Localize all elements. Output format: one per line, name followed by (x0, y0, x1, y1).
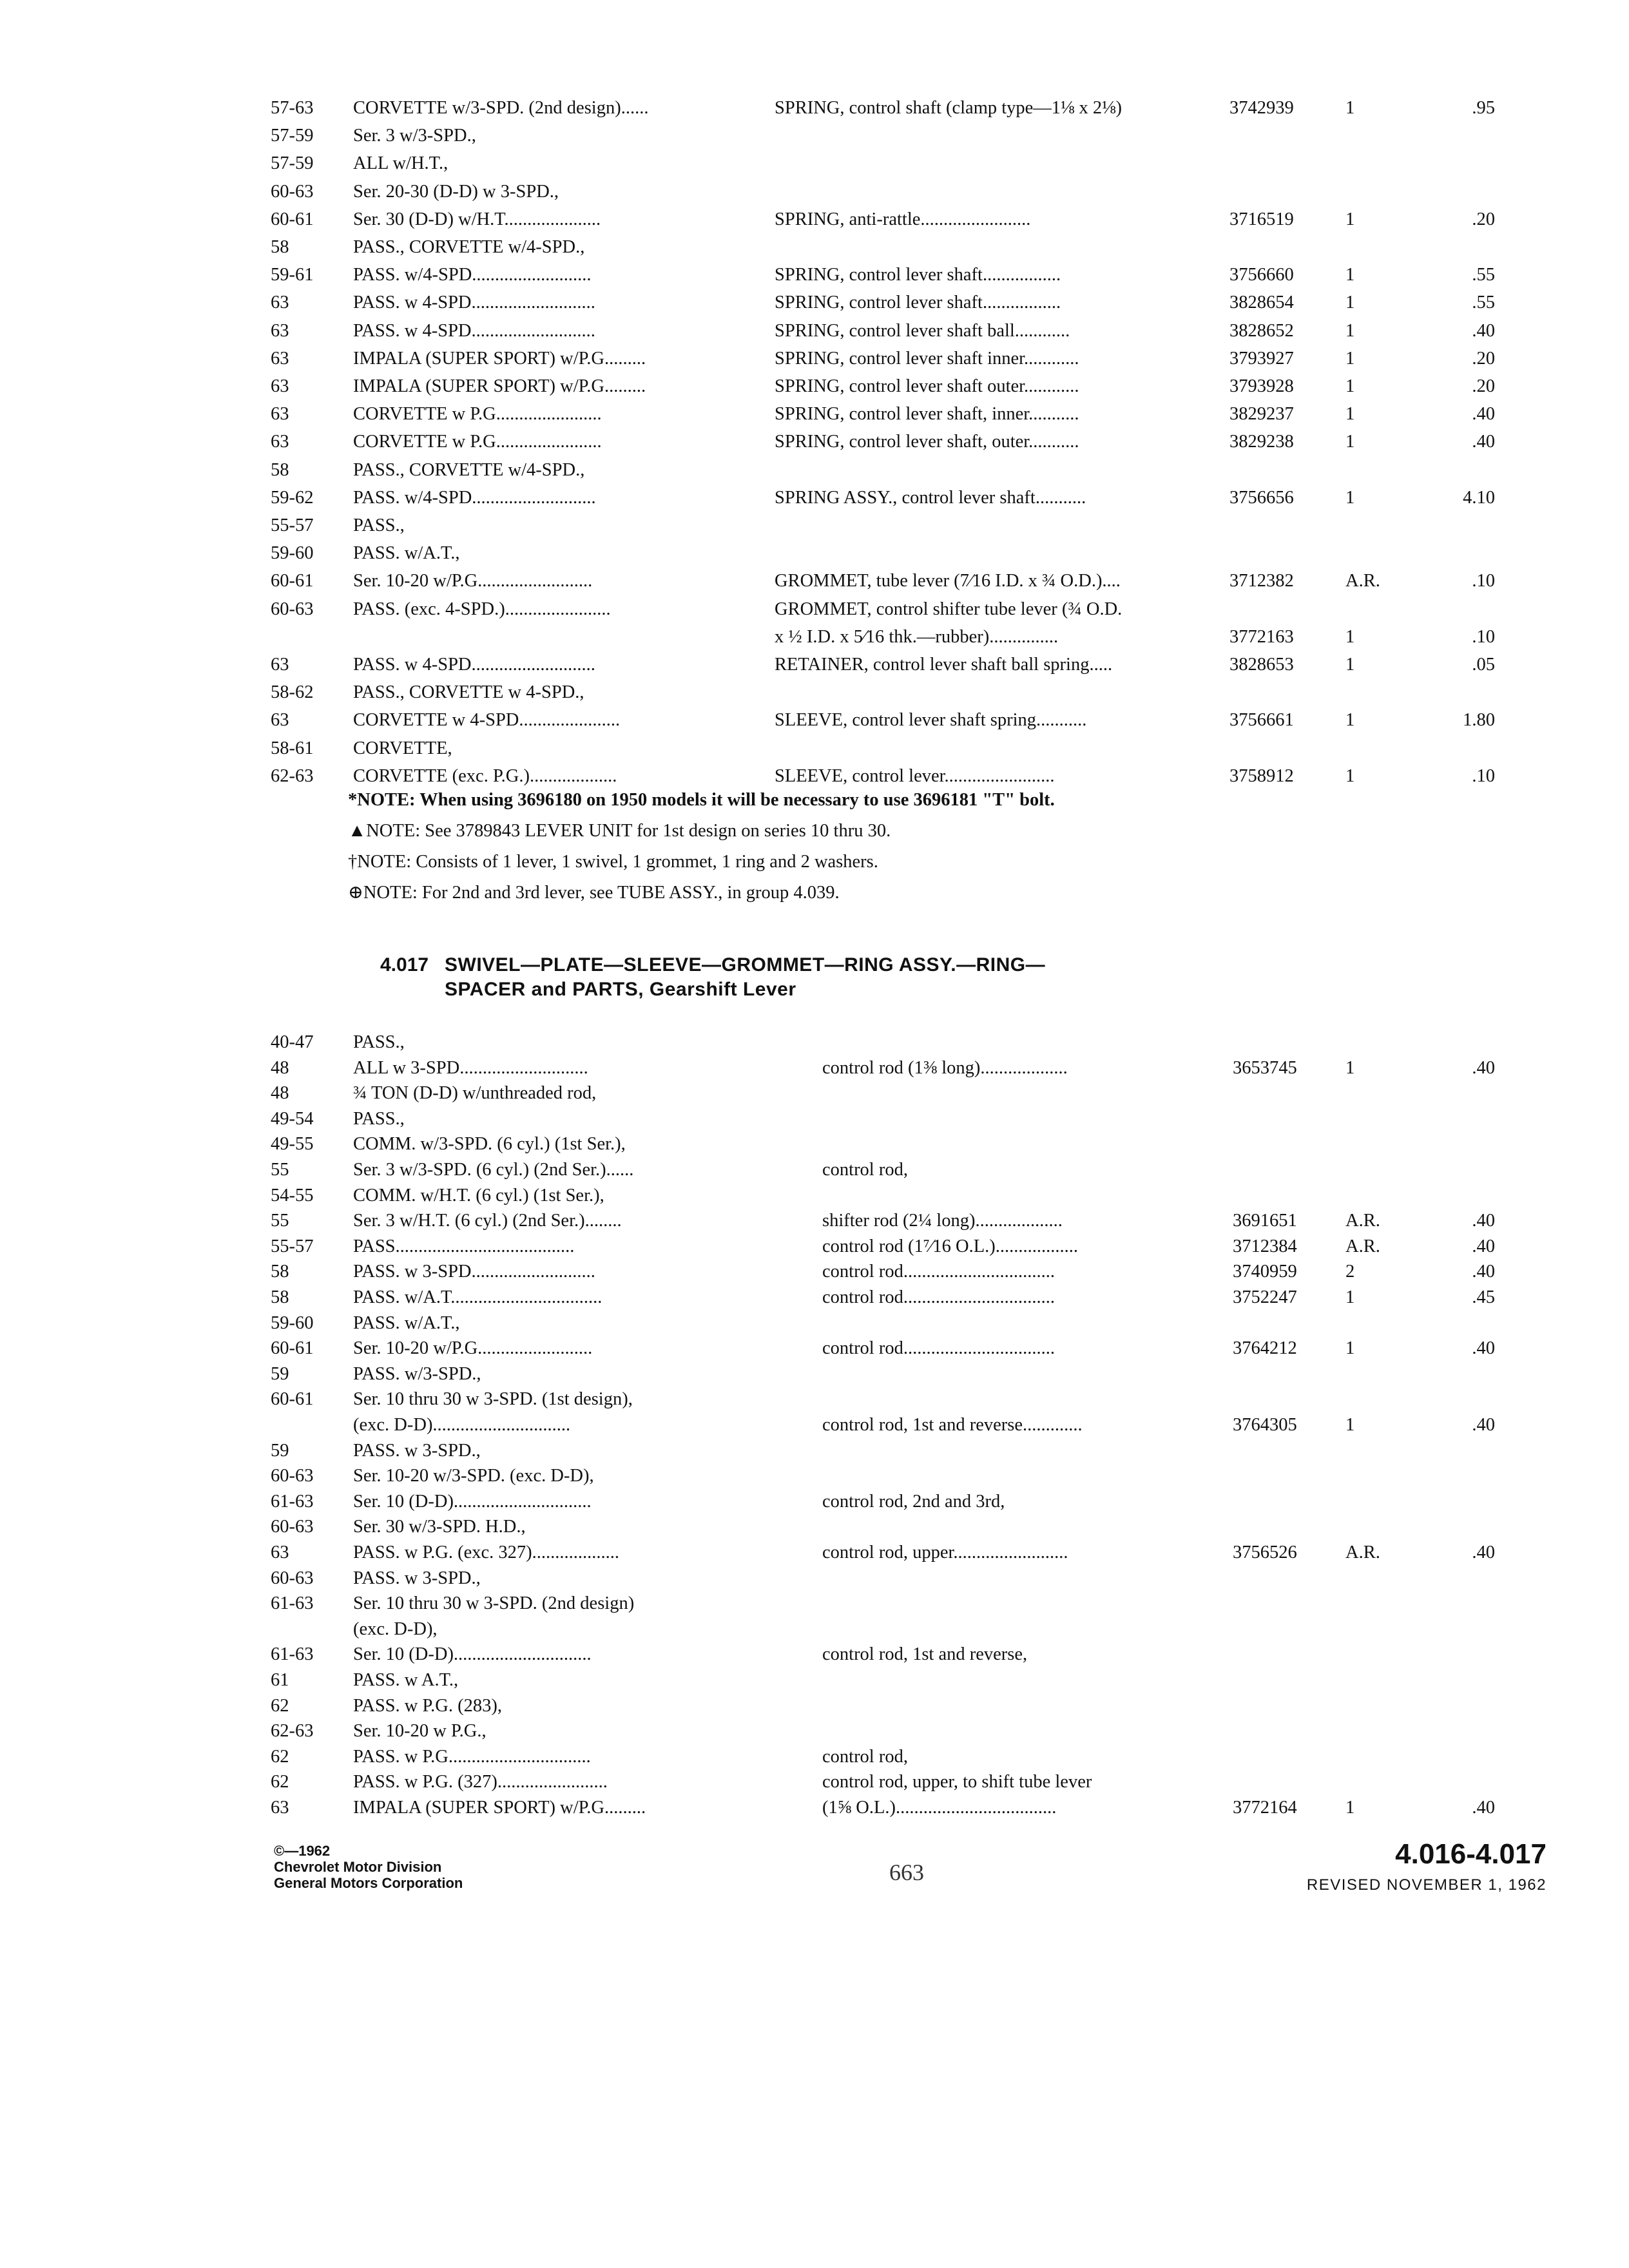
model-year: 58 (271, 1287, 289, 1307)
application: Ser. 20-30 (D-D) w 3-SPD., (353, 181, 559, 202)
price: .55 (1472, 293, 1495, 313)
part-number: 3829237 (1229, 404, 1294, 425)
application: PASS. w 4-SPD........................... (353, 293, 595, 313)
note: ▲NOTE: See 3789843 LEVER UNIT for 1st design on series 10 thru 30. (348, 821, 891, 841)
application: PASS. w 4-SPD........................... (353, 320, 595, 341)
price: .20 (1472, 209, 1495, 229)
parts-row (271, 1438, 1521, 1464)
quantity: 1 (1345, 348, 1355, 369)
model-year: 62-63 (271, 765, 314, 786)
model-year: 49-55 (271, 1134, 314, 1155)
price: .40 (1472, 404, 1495, 425)
price: .40 (1472, 1211, 1495, 1231)
model-year: 54-55 (271, 1185, 314, 1206)
part-description: x ½ I.D. x 5⁄16 thk.—rubber)............... (775, 626, 1059, 647)
part-description: control rod................................. (822, 1338, 1055, 1359)
model-year: 59-60 (271, 543, 314, 564)
part-description: (1⅝ O.L.)................................... (822, 1798, 1057, 1818)
model-year: 62-63 (271, 1721, 314, 1742)
model-year: 61-63 (271, 1491, 314, 1512)
parts-row (271, 401, 1521, 427)
application: Ser. 10 (D-D).............................. (353, 1644, 592, 1665)
application: COMM. w/H.T. (6 cyl.) (1st Ser.), (353, 1185, 604, 1206)
part-number: 3712382 (1229, 571, 1294, 591)
parts-row (271, 1744, 1521, 1770)
part-number: 3740959 (1233, 1262, 1297, 1282)
model-year: 61-63 (271, 1644, 314, 1665)
parts-row (271, 346, 1521, 372)
model-year: 55 (271, 1160, 289, 1180)
part-number: 3752247 (1233, 1287, 1297, 1307)
application: PASS. w P.G. (327)........................ (353, 1772, 608, 1792)
parts-row (271, 1693, 1521, 1719)
part-description: SPRING ASSY., control lever shaft........... (775, 487, 1086, 508)
page-number: 663 (889, 1860, 924, 1885)
corporation: General Motors Corporation (274, 1875, 463, 1891)
application: Ser. 10 (D-D).............................. (353, 1491, 592, 1512)
quantity: A.R. (1345, 1236, 1380, 1256)
model-year: 62 (271, 1746, 289, 1767)
application: PASS. w 3-SPD., (353, 1568, 481, 1588)
parts-row (271, 207, 1521, 233)
model-year: 63 (271, 655, 289, 675)
application: PASS. (exc. 4-SPD.)....................... (353, 599, 611, 619)
price: .55 (1472, 265, 1495, 285)
model-year: 63 (271, 348, 289, 369)
part-number: 3793928 (1229, 376, 1294, 396)
price: .10 (1472, 765, 1495, 786)
model-year: 60-63 (271, 1466, 314, 1486)
parts-row (271, 680, 1521, 706)
quantity: 1 (1345, 765, 1355, 786)
parts-row (271, 1055, 1521, 1081)
parts-row (271, 1489, 1521, 1515)
quantity: 1 (1345, 1798, 1355, 1818)
model-year: 55-57 (271, 1236, 314, 1256)
price: .40 (1472, 1542, 1495, 1562)
quantity: 1 (1345, 376, 1355, 396)
model-year: 60-63 (271, 1568, 314, 1588)
parts-row (271, 1131, 1521, 1157)
price: 4.10 (1463, 487, 1495, 508)
model-year: 57-63 (271, 98, 314, 118)
model-year: 57-59 (271, 153, 314, 174)
application: PASS. w/A.T., (353, 543, 460, 564)
part-description: control rod................................. (822, 1287, 1055, 1307)
application: Ser. 10-20 w/3-SPD. (exc. D-D), (353, 1466, 594, 1486)
application: PASS. w/3-SPD., (353, 1363, 481, 1384)
quantity: 1 (1345, 209, 1355, 229)
application: PASS., (353, 1108, 405, 1129)
price: .40 (1472, 432, 1495, 452)
parts-row (271, 1769, 1521, 1795)
application: IMPALA (SUPER SPORT) w/P.G......... (353, 1798, 646, 1818)
model-year: 59 (271, 1440, 289, 1461)
application: Ser. 10 thru 30 w 3-SPD. (2nd design) (353, 1593, 635, 1614)
quantity: 1 (1345, 320, 1355, 341)
price: .40 (1472, 1262, 1495, 1282)
quantity: 1 (1345, 1287, 1355, 1307)
price: .95 (1472, 98, 1495, 118)
part-number: 3772163 (1229, 626, 1294, 647)
model-year: 58 (271, 237, 289, 257)
price: .40 (1472, 320, 1495, 341)
parts-row (271, 1183, 1521, 1209)
parts-row (271, 1106, 1521, 1132)
parts-row (271, 1718, 1521, 1744)
price: .20 (1472, 376, 1495, 396)
application: CORVETTE, (353, 738, 452, 758)
parts-row (271, 1514, 1521, 1540)
quantity: 1 (1345, 293, 1355, 313)
application: PASS., CORVETTE w/4-SPD., (353, 459, 585, 480)
parts-row (271, 1336, 1521, 1361)
parts-row (271, 1463, 1521, 1489)
model-year: 62 (271, 1695, 289, 1716)
quantity: 1 (1345, 655, 1355, 675)
part-description: control rod (1⅜ long)................... (822, 1057, 1068, 1078)
parts-row (271, 624, 1521, 650)
application: PASS., (353, 515, 405, 535)
application: CORVETTE w P.G....................... (353, 432, 602, 452)
model-year: 60-63 (271, 181, 314, 202)
parts-row (271, 1157, 1521, 1183)
part-description: control rod, 2nd and 3rd, (822, 1491, 1005, 1512)
quantity: 1 (1345, 432, 1355, 452)
application: Ser. 3 w/3-SPD., (353, 126, 476, 146)
part-description: control rod, upper, to shift tube lever (822, 1772, 1092, 1792)
parts-row (271, 374, 1521, 399)
parts-row (271, 652, 1521, 678)
parts-row (271, 1259, 1521, 1285)
parts-row (271, 1030, 1521, 1055)
model-year: 63 (271, 320, 289, 341)
part-description: control rod, (822, 1746, 908, 1767)
parts-row (271, 513, 1521, 539)
part-description: SLEEVE, control lever shaft spring........... (775, 710, 1087, 731)
model-year: 63 (271, 710, 289, 731)
parts-row (271, 457, 1521, 483)
application: Ser. 10-20 w/P.G......................... (353, 571, 593, 591)
price: .10 (1472, 571, 1495, 591)
model-year: 62 (271, 1772, 289, 1792)
model-year: 57-59 (271, 126, 314, 146)
application: ALL w/H.T., (353, 153, 448, 174)
parts-row (271, 151, 1521, 177)
part-number: 3828652 (1229, 320, 1294, 341)
parts-row (271, 318, 1521, 344)
parts-row (271, 235, 1521, 260)
parts-row (271, 1081, 1521, 1106)
parts-row (271, 1617, 1521, 1642)
application: Ser. 30 (D-D) w/H.T..................... (353, 209, 601, 229)
parts-row (271, 123, 1521, 149)
parts-row (271, 707, 1521, 733)
part-description: control rod (1⁷⁄16 O.L.).................. (822, 1236, 1079, 1256)
note: *NOTE: When using 3696180 on 1950 models it will be necessary to use 3696181 "T" bolt. (348, 790, 1055, 810)
parts-row (271, 1412, 1521, 1438)
part-number: 3691651 (1233, 1211, 1297, 1231)
part-number: 3716519 (1229, 209, 1294, 229)
application: PASS., CORVETTE w/4-SPD., (353, 237, 585, 257)
parts-row (271, 1234, 1521, 1260)
application: ALL w 3-SPD............................ (353, 1057, 588, 1078)
application: Ser. 10-20 w P.G., (353, 1721, 487, 1742)
parts-row (271, 1591, 1521, 1617)
copyright: ©—1962 (274, 1843, 331, 1859)
parts-row (271, 1642, 1521, 1667)
model-year: 63 (271, 432, 289, 452)
application: PASS. w P.G. (283), (353, 1695, 502, 1716)
parts-row (271, 541, 1521, 566)
application: Ser. 3 w/3-SPD. (6 cyl.) (2nd Ser.)...... (353, 1160, 634, 1180)
part-number: 3756526 (1233, 1542, 1297, 1562)
parts-row (271, 95, 1521, 121)
application: PASS. w 4-SPD........................... (353, 655, 595, 675)
part-number: 3828654 (1229, 293, 1294, 313)
quantity: 1 (1345, 1057, 1355, 1078)
price: .05 (1472, 655, 1495, 675)
part-description: RETAINER, control lever shaft ball spring..... (775, 655, 1113, 675)
part-description: SPRING, control lever shaft, inner........... (775, 404, 1079, 425)
part-description: SLEEVE, control lever........................ (775, 765, 1055, 786)
quantity: 2 (1345, 1262, 1355, 1282)
application: PASS. w/4-SPD.......................... (353, 265, 592, 285)
model-year: 63 (271, 1542, 289, 1562)
model-year: 55-57 (271, 515, 314, 535)
price: .40 (1472, 1236, 1495, 1256)
application: COMM. w/3-SPD. (6 cyl.) (1st Ser.), (353, 1134, 626, 1155)
parts-row (271, 290, 1521, 316)
price: .10 (1472, 626, 1495, 647)
model-year: 63 (271, 293, 289, 313)
application: PASS. w P.G............................... (353, 1746, 591, 1767)
application: IMPALA (SUPER SPORT) w/P.G......... (353, 348, 646, 369)
model-year: 60-63 (271, 1517, 314, 1537)
parts-row (271, 1361, 1521, 1387)
parts-row (271, 179, 1521, 205)
application: PASS. w/A.T................................. (353, 1287, 602, 1307)
part-description: SPRING, control lever shaft................. (775, 265, 1061, 285)
part-description: SPRING, control lever shaft outer............ (775, 376, 1079, 396)
parts-row (271, 568, 1521, 594)
part-number: 3764305 (1233, 1415, 1297, 1435)
model-year: 49-54 (271, 1108, 314, 1129)
price: .40 (1472, 1338, 1495, 1359)
application: (exc. D-D).............................. (353, 1415, 571, 1435)
quantity: 1 (1345, 1338, 1355, 1359)
part-description: control rod, 1st and reverse, (822, 1644, 1028, 1665)
part-description: control rod................................. (822, 1262, 1055, 1282)
part-number: 3756656 (1229, 487, 1294, 508)
quantity: A.R. (1345, 1211, 1380, 1231)
model-year: 40-47 (271, 1032, 314, 1052)
model-year: 60-61 (271, 1338, 314, 1359)
application: PASS. w A.T., (353, 1670, 459, 1690)
parts-row (271, 764, 1521, 789)
application: (exc. D-D), (353, 1619, 438, 1639)
note: †NOTE: Consists of 1 lever, 1 swivel, 1 grommet, 1 ring and 2 washers. (348, 852, 878, 872)
price: .40 (1472, 1415, 1495, 1435)
model-year: 61-63 (271, 1593, 314, 1614)
part-description: control rod, (822, 1160, 908, 1180)
division: Chevrolet Motor Division (274, 1859, 442, 1875)
part-description: SPRING, control lever shaft................. (775, 293, 1061, 313)
section-title-line1: SWIVEL—PLATE—SLEEVE—GROMMET—RING ASSY.—RING— (445, 954, 1046, 975)
price: .40 (1472, 1798, 1495, 1818)
application: Ser. 30 w/3-SPD. H.D., (353, 1517, 526, 1537)
quantity: 1 (1345, 487, 1355, 508)
application: PASS. w/4-SPD........................... (353, 487, 596, 508)
parts-row (271, 1311, 1521, 1336)
parts-row (271, 262, 1521, 288)
note: ⊕NOTE: For 2nd and 3rd lever, see TUBE ASSY., in group 4.039. (348, 883, 840, 903)
parts-row (271, 485, 1521, 511)
model-year: 48 (271, 1083, 289, 1104)
part-number: 3742939 (1229, 98, 1294, 118)
part-description: shifter rod (2¼ long)................... (822, 1211, 1063, 1231)
part-description: GROMMET, control shifter tube lever (¾ O.D. (775, 599, 1123, 619)
part-number: 3756660 (1229, 265, 1294, 285)
model-year: 55 (271, 1211, 289, 1231)
revised-date: REVISED NOVEMBER 1, 1962 (1306, 1876, 1547, 1894)
part-description: control rod, upper......................... (822, 1542, 1068, 1562)
model-year: 59-61 (271, 265, 314, 285)
part-number: 3772164 (1233, 1798, 1297, 1818)
price: .20 (1472, 348, 1495, 369)
part-description: SPRING, control shaft (clamp type—1⅛ x 2⅛) (775, 98, 1123, 118)
quantity: A.R. (1345, 1542, 1380, 1562)
part-number: 3712384 (1233, 1236, 1297, 1256)
model-year: 60-61 (271, 571, 314, 591)
application: CORVETTE (exc. P.G.)................... (353, 765, 617, 786)
parts-row (271, 736, 1521, 762)
model-year: 59 (271, 1363, 289, 1384)
part-description: SPRING, anti-rattle........................ (775, 209, 1031, 229)
price: .45 (1472, 1287, 1495, 1307)
application: Ser. 10 thru 30 w 3-SPD. (1st design), (353, 1389, 633, 1410)
part-number: 3828653 (1229, 655, 1294, 675)
section-title-line2: SPACER and PARTS, Gearshift Lever (445, 979, 796, 1000)
application: PASS. w 3-SPD., (353, 1440, 481, 1461)
quantity: 1 (1345, 626, 1355, 647)
parts-row (271, 1208, 1521, 1234)
quantity: 1 (1345, 710, 1355, 731)
parts-row (271, 1540, 1521, 1566)
part-number: 3653745 (1233, 1057, 1297, 1078)
model-year: 58 (271, 459, 289, 480)
model-year: 63 (271, 376, 289, 396)
parts-row (271, 1387, 1521, 1412)
price: 1.80 (1463, 710, 1495, 731)
part-number: 3764212 (1233, 1338, 1297, 1359)
parts-row (271, 1566, 1521, 1591)
parts-row (271, 429, 1521, 455)
model-year: 60-61 (271, 1389, 314, 1410)
model-year: 60-63 (271, 599, 314, 619)
quantity: 1 (1345, 404, 1355, 425)
parts-row (271, 1285, 1521, 1311)
application: PASS., (353, 1032, 405, 1052)
section-number: 4.017 (380, 954, 429, 975)
quantity: 1 (1345, 1415, 1355, 1435)
application: Ser. 3 w/H.T. (6 cyl.) (2nd Ser.)........ (353, 1211, 622, 1231)
application: CORVETTE w 4-SPD...................... (353, 710, 621, 731)
application: PASS., CORVETTE w 4-SPD., (353, 682, 584, 703)
application: PASS. w/A.T., (353, 1312, 460, 1333)
application: PASS....................................... (353, 1236, 575, 1256)
part-description: SPRING, control lever shaft inner............ (775, 348, 1079, 369)
model-year: 58-61 (271, 738, 314, 758)
quantity: A.R. (1345, 571, 1380, 591)
quantity: 1 (1345, 265, 1355, 285)
part-number: 3756661 (1229, 710, 1294, 731)
application: CORVETTE w/3-SPD. (2nd design)...... (353, 98, 649, 118)
part-number: 3829238 (1229, 432, 1294, 452)
application: Ser. 10-20 w/P.G......................... (353, 1338, 593, 1359)
model-year: 59-62 (271, 487, 314, 508)
model-year: 59-60 (271, 1312, 314, 1333)
part-number: 3793927 (1229, 348, 1294, 369)
model-year: 48 (271, 1057, 289, 1078)
part-number: 3758912 (1229, 765, 1294, 786)
group-range: 4.016-4.017 (1395, 1838, 1547, 1870)
model-year: 58 (271, 1262, 289, 1282)
part-description: SPRING, control lever shaft, outer........... (775, 432, 1079, 452)
publisher-block (274, 1843, 463, 1891)
application: CORVETTE w P.G....................... (353, 404, 602, 425)
model-year: 60-61 (271, 209, 314, 229)
parts-row (271, 1667, 1521, 1693)
model-year: 58-62 (271, 682, 314, 703)
parts-row (271, 597, 1521, 622)
application: PASS. w P.G. (exc. 327)................... (353, 1542, 620, 1562)
model-year: 61 (271, 1670, 289, 1690)
price: .40 (1472, 1057, 1495, 1078)
application: PASS. w 3-SPD........................... (353, 1262, 595, 1282)
quantity: 1 (1345, 98, 1355, 118)
parts-row (271, 1795, 1521, 1821)
application: ¾ TON (D-D) w/unthreaded rod, (353, 1083, 597, 1104)
model-year: 63 (271, 404, 289, 425)
model-year: 63 (271, 1798, 289, 1818)
part-description: GROMMET, tube lever (7⁄16 I.D. x ¾ O.D.).... (775, 571, 1121, 591)
application: IMPALA (SUPER SPORT) w/P.G......... (353, 376, 646, 396)
part-description: SPRING, control lever shaft ball............ (775, 320, 1070, 341)
part-description: control rod, 1st and reverse............. (822, 1415, 1083, 1435)
